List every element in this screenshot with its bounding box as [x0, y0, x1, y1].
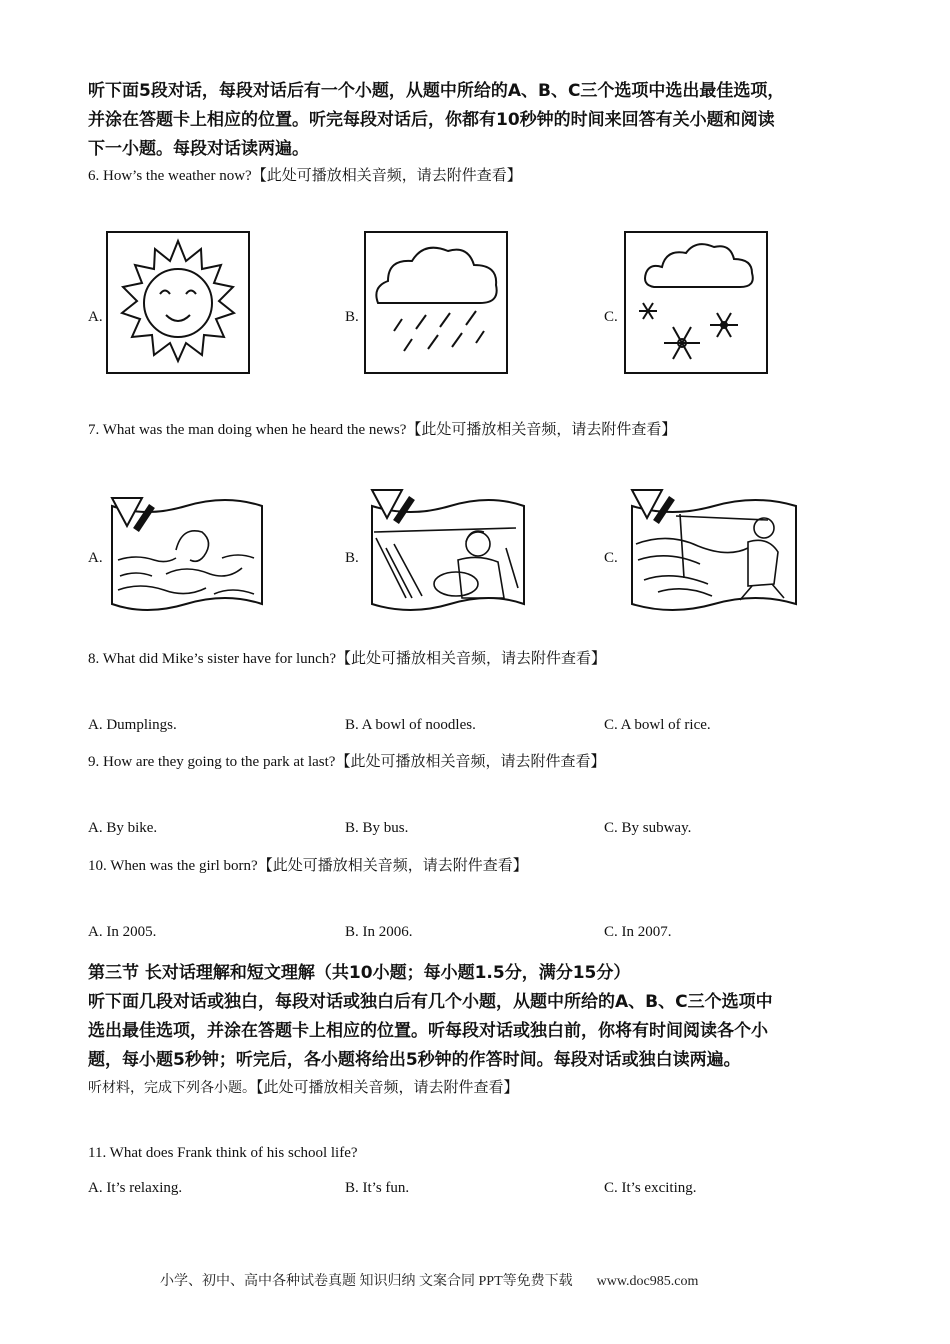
- driving-icon: [366, 488, 530, 614]
- q11-option-b: B. It’s fun.: [345, 1180, 410, 1196]
- q11-option-a: A. It’s relaxing.: [88, 1180, 183, 1196]
- q8-option-c: C. A bowl of rice.: [604, 717, 711, 733]
- q6-option-b-label: B.: [345, 309, 359, 325]
- section2-intro-line1: 听下面5段对话，每段对话后有一个小题，从题中所给的A、B、C三个选项中选出最佳选项，: [88, 81, 785, 101]
- section2-intro-line2: 并涂在答题卡上相应的位置。听完每段对话后，你都有10秒钟的时间来回答有关小题和阅读: [88, 110, 775, 130]
- q6-option-a-label: A.: [88, 309, 103, 325]
- q7-option-b-label: B.: [345, 550, 359, 566]
- q9-option-a: A. By bike.: [88, 820, 158, 836]
- question-10: [88, 854, 528, 875]
- q8-option-a: A. Dumplings.: [88, 717, 177, 733]
- audio-note: 【此处可播放相关音频，请去附件查看】: [336, 649, 607, 667]
- q6-option-c-label: C.: [604, 309, 618, 325]
- q7-option-a-label: A.: [88, 550, 103, 566]
- question-7: [88, 418, 676, 439]
- sunny-icon: [106, 231, 250, 374]
- fishing-icon: [628, 488, 800, 614]
- question-8: [88, 647, 606, 668]
- question-9-text: 9. How are they going to the park at last?: [88, 754, 336, 770]
- section3-intro-line1: 听下面几段对话或独白，每段对话或独白后有几个小题，从题中所给的A、B、C三个选项中: [88, 992, 773, 1012]
- question-6-text: 6. How’s the weather now?: [88, 168, 252, 184]
- audio-note: 【此处可播放相关音频，请去附件查看】: [406, 420, 677, 438]
- footer-url[interactable]: www.doc985.com: [596, 1274, 699, 1289]
- question-6: [88, 164, 522, 185]
- material-instruction: [88, 1076, 519, 1097]
- audio-note: 【此处可播放相关音频，请去附件查看】: [335, 752, 606, 770]
- question-7-text: 7. What was the man doing when he heard the news?: [88, 422, 407, 438]
- q8-option-b: B. A bowl of noodles.: [345, 717, 476, 733]
- swimming-icon: [106, 494, 268, 614]
- section3-intro-line3: 题，每小题5秒钟；听完后，各小题将给出5秒钟的作答时间。每段对话或独白读两遍。: [88, 1050, 741, 1070]
- q7-option-c-label: C.: [604, 550, 618, 566]
- section2-intro-line3: 下一小题。每段对话读两遍。: [88, 139, 309, 159]
- audio-note: 【此处可播放相关音频，请去附件查看】: [257, 856, 528, 874]
- snowy-icon: [624, 231, 768, 374]
- question-11-text: 11. What does Frank think of his school life?: [88, 1145, 358, 1161]
- section3-title: 第三节 长对话理解和短文理解（共10小题；每小题1.5分，满分15分）: [88, 963, 631, 983]
- question-9: [88, 750, 605, 771]
- q10-option-b: B. In 2006.: [345, 924, 413, 940]
- q9-option-c: C. By subway.: [604, 820, 692, 836]
- q9-option-b: B. By bus.: [345, 820, 409, 836]
- section3-intro-line2: 选出最佳选项，并涂在答题卡上相应的位置。听每段对话或独白前，你将有时间阅读各个小: [88, 1021, 768, 1041]
- q11-option-c: C. It’s exciting.: [604, 1180, 697, 1196]
- question-8-text: 8. What did Mike’s sister have for lunch?: [88, 651, 336, 667]
- rainy-icon: [364, 231, 508, 374]
- footer: [160, 1270, 698, 1290]
- audio-note: 【此处可播放相关音频，请去附件查看】: [251, 166, 522, 184]
- footer-text: 小学、初中、高中各种试卷真题 知识归纳 文案合同 PPT等免费下载: [160, 1274, 573, 1289]
- q10-option-c: C. In 2007.: [604, 924, 672, 940]
- q10-option-a: A. In 2005.: [88, 924, 157, 940]
- question-10-text: 10. When was the girl born?: [88, 858, 258, 874]
- material-note: 听材料，完成下列各小题。: [88, 1080, 256, 1096]
- audio-note: 【此处可播放相关音频，请去附件查看】: [256, 1078, 519, 1096]
